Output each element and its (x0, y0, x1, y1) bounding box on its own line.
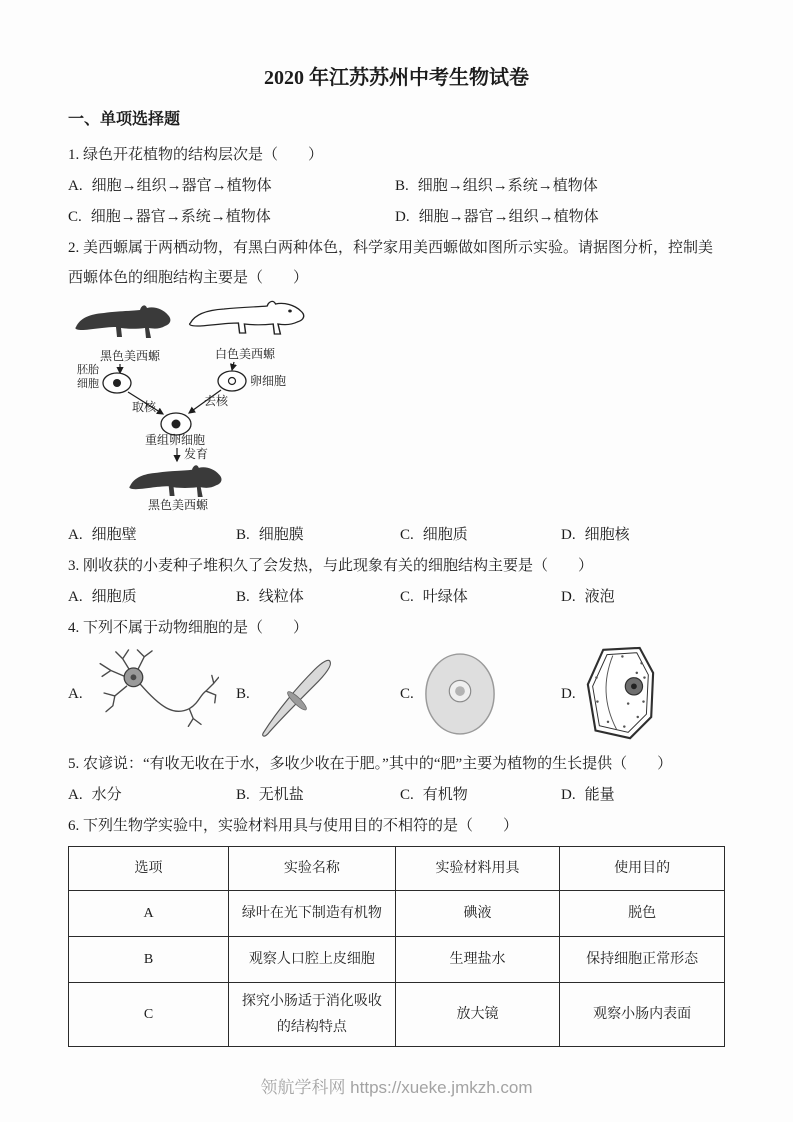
black-axolotl-top-label: 黑色美西螈 (99, 349, 161, 363)
table-header-purpose: 使用目的 (560, 847, 725, 891)
question-4-images (68, 645, 725, 743)
question-1-options-row-1 (68, 171, 725, 201)
white-axolotl-label: 白色美西螈 (214, 347, 276, 361)
egg-cell (218, 371, 246, 391)
question-6-text: 6. 下列生物学实验中，实验材料用具与使用目的不相符的是（ ） (68, 818, 519, 834)
option-1b: B. 细胞→组织→系统→植物体 (395, 178, 598, 194)
question-4 (68, 613, 725, 743)
question-2 (68, 233, 725, 550)
option-5b: B. 无机盐 (236, 787, 304, 803)
watermark-footer: 领航学科网 https://xueke.jmkzh.com (260, 1078, 533, 1097)
recombined-egg-nucleus (172, 420, 181, 429)
question-1-text: 1. 绿色开花植物的结构层次是（ ） (68, 147, 324, 163)
option-4c: C. (400, 650, 561, 738)
option-4b: B. (236, 650, 400, 738)
question-5-text: 5. 农谚说：“有收无收在于水，多收少收在于肥。”其中的“肥”主要为植物的生长提供（ ） (68, 756, 673, 772)
question-3-text: 3. 刚收获的小麦种子堆积久了会发热，与此现象有关的细胞结构主要是（ ） (68, 558, 594, 574)
embryo-cell-label-line1: 胚胎 (77, 364, 99, 376)
option-1a: A. 细胞→组织→器官→植物体 (68, 178, 272, 194)
option-3b: B. 线粒体 (236, 589, 304, 605)
question-3-options (68, 582, 725, 612)
experiment-table (68, 846, 725, 1047)
white-axolotl-figure (190, 301, 304, 334)
question-2-text: 2. 美西螈属于两栖动物，有黑白两种体色，科学家用美西螈做如图所示实验。请据图分析，控制美西螈体色的细胞结构主要是（ ） (68, 240, 714, 286)
question-6 (68, 811, 725, 1047)
question-1-options-row-2 (68, 202, 725, 232)
option-3a: A. 细胞质 (68, 589, 137, 605)
plant-cell-image (584, 646, 656, 742)
table-row: C 探究小肠适于消化吸收的结构特点 放大镜 观察小肠内表面 (69, 983, 725, 1047)
option-5c: C. 有机物 (400, 787, 468, 803)
take-nucleus-label: 取核 (132, 400, 157, 414)
develop-label: 发育 (184, 447, 209, 461)
question-5-options (68, 780, 725, 810)
question-2-options (68, 520, 725, 550)
section-header: 一、单项选择题 (68, 111, 181, 128)
option-2a: A. 细胞壁 (68, 527, 137, 543)
page-title: 2020 年江苏苏州中考生物试卷 (264, 67, 529, 89)
option-1d: D. 细胞→器官→组织→植物体 (395, 209, 599, 225)
option-1c: C. 细胞→器官→系统→植物体 (68, 209, 271, 225)
arrow-white-to-egg-cell (232, 362, 234, 370)
black-axolotl-top-figure (75, 305, 170, 338)
option-4a: A. (68, 646, 236, 742)
option-2c: C. 细胞质 (400, 527, 468, 543)
embryo-cell-nucleus (113, 379, 121, 387)
option-4d: D. (561, 646, 725, 742)
question-4-text: 4. 下列不属于动物细胞的是（ ） (68, 620, 309, 636)
round-egg-cell-image (422, 650, 498, 738)
option-2d: D. 细胞核 (561, 527, 630, 543)
option-3c: C. 叶绿体 (400, 589, 468, 605)
question-1 (68, 140, 725, 232)
neuron-cell-image (91, 646, 219, 742)
table-row: B 观察人口腔上皮细胞 生理盐水 保持细胞正常形态 (69, 937, 725, 983)
option-5a: A. 水分 (68, 787, 122, 803)
option-5d: D. 能量 (561, 787, 615, 803)
black-axolotl-bottom-figure (129, 465, 221, 497)
option-3d: D. 液泡 (561, 589, 615, 605)
table-row: A 绿叶在光下制造有机物 碘液 脱色 (69, 891, 725, 937)
question-3 (68, 551, 725, 612)
spindle-muscle-cell-image (258, 650, 336, 738)
embryo-cell-label-line2: 细胞 (77, 378, 99, 390)
table-header-row (69, 847, 725, 891)
egg-cell-label: 卵细胞 (250, 374, 287, 388)
table-header-experiment-name: 实验名称 (229, 847, 396, 891)
table-header-option: 选项 (69, 847, 229, 891)
table-header-materials: 实验材料用具 (395, 847, 560, 891)
axolotl-experiment-diagram (68, 297, 725, 514)
recombined-egg-label: 重组卵细胞 (144, 433, 206, 447)
option-2b: B. 细胞膜 (236, 527, 304, 543)
black-axolotl-bottom-label: 黑色美西螈 (147, 498, 209, 512)
axolotl-diagram-svg (68, 297, 388, 514)
question-5 (68, 749, 725, 810)
remove-nucleus-label: 去核 (204, 394, 229, 408)
